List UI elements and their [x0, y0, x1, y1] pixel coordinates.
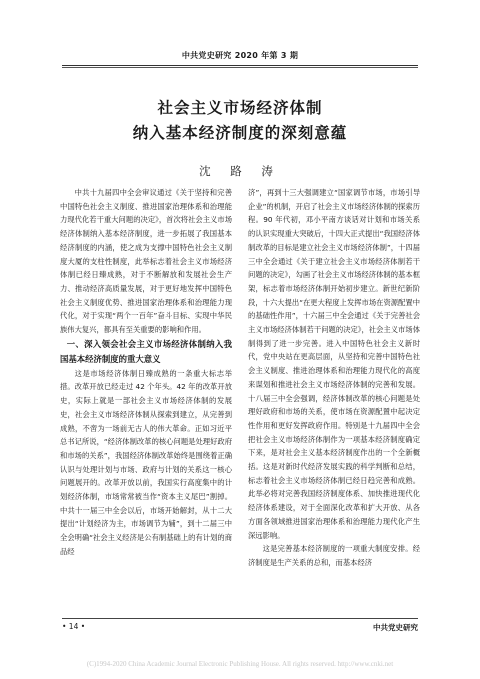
author-name: 沈 路 涛 — [199, 164, 281, 178]
footer-journal: 中共党史研究 — [373, 623, 418, 632]
body-paragraph: 这是完善基本经济制度的一项重大制度安排。经济制度是生产关系的总和，而基本经济 — [248, 544, 420, 567]
body-paragraph-continued: 济”，再到十三大强调建立“国家调节市场，市场引导企业”的机制，开启了社会主义市场经济体制的探索历程。90 年代初，邓小平南方谈话对计划和市场关系的认识实现重大突破后，十四大正式提出“我国经济体制改革的目标是建立社会主义市场经济体制”，十四届三中全会通过《关于建立社会主义市场经济体制若干问题的决定》，勾画了社会主义市场经济体制的基本框架，标志着市场经济体制开始初步建立。新世纪新阶段，十六大提出“在更大程度上发挥市场在资源配置中的基础性作用”，十六届三中全会通过《关于完善社会主义市场经济体制若干问题的决定》，社会主义市场体制得到了进一步完善。进入中国特色社会主义新时代，党中央站在更高层面，从坚持和完善中国特色社会主义制度、推进治理体系和治理能力现代化的高度来谋划和推进社会主义市场经济体制的完善和发展。十八届三中全会强调，经济体制改革的核心问题是处理好政府和市场的关系，使市场在资源配置中起决定性作用和更好发挥政府作用。特别是十九届四中全会把社会主义市场经济体制作为一项基本经济制度确定下来，是对社会主义基本经济制度作出的一个全新概括。这是对新时代经济发展实践的科学判断和总结，标志着社会主义市场经济体制已经日趋完善和成熟。此举必将对完善我国经济制度体系、加快推进现代化经济体系建设，对于全面深化改革和扩大开放、从各方面各领域推进国家治理体系和治理能力现代化产生深远影响。 — [248, 188, 420, 540]
footer-rule — [62, 618, 418, 619]
right-column — [248, 186, 420, 570]
running-header: 中共党史研究 2020 年第 3 期 — [181, 51, 299, 60]
body-paragraph: 这是市场经济体制日臻成熟的一条重大标志举措。改革开放已经走过 42 个年头。42 年的改革开放史，实际上就是一部社会主义市场经济体制的发展史，社会主义市场经济体制从探索到建立，从完善到成熟，不啻为一场前无古人的伟大革命。正如习近平总书记所说，“经济体制改革的核心问题是处理好政府和市场的关系”，我国经济体制改革始终是围绕着正确认识与处理计划与市场、政府与计划的关系这一核心问题展开的。改革开放以前，我国实行高度集中的计划经济体制，市场常常被当作“资本主义尾巴”割掉。中共十一届三中全会以后，市场开始解封，从十二大提出“计划经济为主，市场调节为辅”，到十二届三中全会明确“社会主义经济是公有制基础上的有计划的商品经 — [60, 368, 232, 556]
intro-paragraph: 中共十九届四中全会审议通过《关于坚持和完善中国特色社会主义制度、推进国家治理体系和治理能力现代化若干重大问题的决定》，首次将社会主义市场经济体制纳入基本经济制度，进一步拓展了我国基本经济制度的内涵，使之成为支撑中国特色社会主义制度大厦的支柱性制度，此举标志着社会主义市场经济体制已经日臻成熟，对于不断解放和发展社会生产力、推动经济高质量发展，对于更好地发挥中国特色社会主义制度优势、推进国家治理体系和治理能力现代化，对于实现“两个一百年”奋斗目标、实现中华民族伟大复兴，都具有至关重要的影响和作用。 — [60, 188, 232, 335]
article-title-line1: 社会主义市场经济体制 — [157, 99, 323, 117]
header-rule-thin — [62, 67, 418, 68]
page-number: • 14 • — [62, 622, 86, 631]
section-heading: 一、深入领会社会主义市场经济体制纳入我国基本经济制度的重大意义 — [60, 338, 232, 364]
header-rule — [62, 65, 418, 66]
copyright-watermark: (C)1994-2020 China Academic Journal Electronic Publishing House. All rights reserved. http://www.cnki.net — [86, 660, 394, 668]
left-column — [60, 186, 232, 559]
article-title-line2: 纳入基本经济制度的深刻意蕴 — [132, 124, 348, 142]
